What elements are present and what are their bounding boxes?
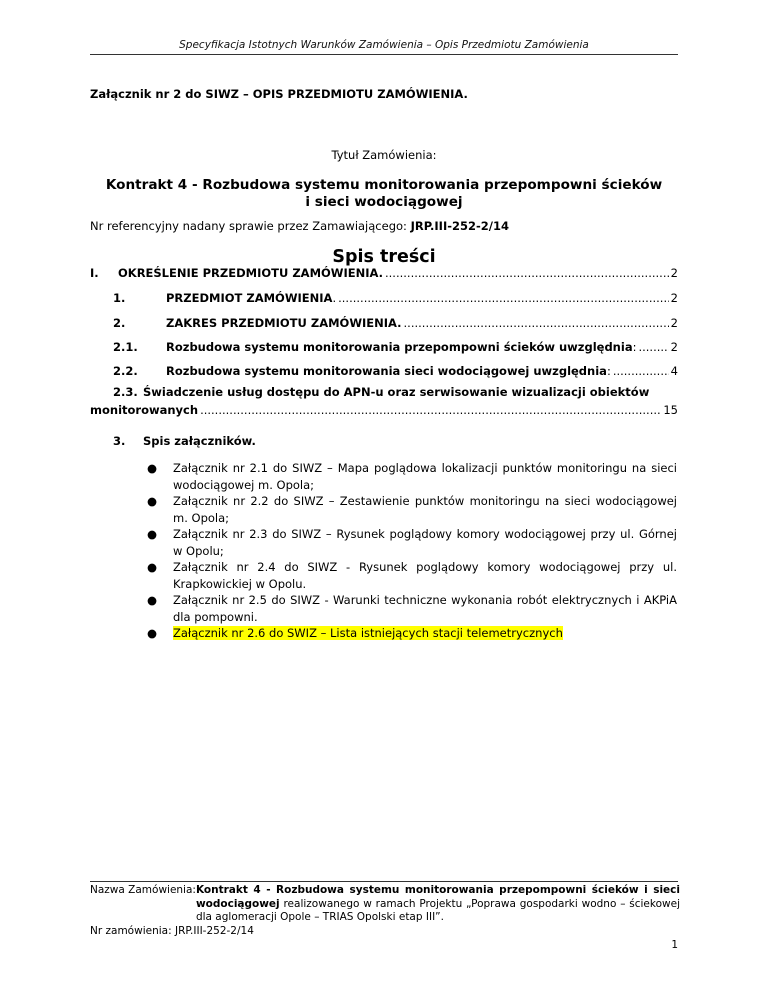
bullet-icon: ● bbox=[147, 494, 158, 508]
toc-entry-label: Rozbudowa systemu monitorowania przepompowni ścieków uwzględnia: bbox=[166, 340, 637, 354]
toc-entry-2-3-line-2 bbox=[90, 401, 678, 419]
toc-entry-label: Świadczenie usług dostępu do APN-u oraz serwisowanie wizualizacji obiektów bbox=[143, 385, 650, 399]
toc-entry-number: 2.1. bbox=[113, 340, 138, 354]
toc-entry-2[interactable] bbox=[113, 316, 678, 330]
toc-entry-page: 2 bbox=[670, 291, 678, 305]
toc-entry-label: Rozbudowa systemu monitorowania sieci wodociągowej uwzględnia: bbox=[166, 364, 611, 378]
toc-leader-dots bbox=[385, 266, 669, 280]
toc-leader-dots bbox=[200, 401, 661, 419]
reference-number-line bbox=[90, 219, 509, 233]
footer-name-bold: Kontrakt 4 - Rozbudowa systemu monitorowania przepompowni ścieków i sieci wodociągowej bbox=[195, 884, 680, 910]
toc-entry-2-3-line-1 bbox=[90, 383, 678, 401]
footer-order-number-value: JRP.III-252-2/14 bbox=[174, 924, 254, 937]
toc-entry-label: OKREŚLENIE PRZEDMIOTU ZAMÓWIENIA. bbox=[118, 266, 383, 280]
page-number: 1 bbox=[671, 939, 678, 951]
toc-entry-number: 2.2. bbox=[113, 364, 138, 378]
contract-title-line-2: i sieci wodociągowej bbox=[305, 194, 463, 210]
list-item: ● Załącznik nr 2.5 do SIWZ - Warunki techniczne wykonania robót elektrycznych i AKPiA dla pompowni. bbox=[147, 593, 677, 624]
toc-entry-2-3[interactable] bbox=[90, 383, 678, 419]
toc-entry-2-2[interactable] bbox=[113, 364, 678, 378]
toc-entry-number: 2. bbox=[113, 316, 126, 330]
toc-entry-1-1[interactable] bbox=[113, 291, 678, 305]
order-title-label: Tytuł Zamówienia: bbox=[331, 148, 437, 162]
reference-number-label: Nr referencyjny nadany sprawie przez Zamawiającego: bbox=[90, 219, 411, 233]
footer-name-rest: realizowanego w ramach Projektu „Poprawa gospodarki wodno – ściekowej dla aglomeracji Opole – TRIAS Opolski etap III”. bbox=[195, 897, 680, 923]
attachments-title: Spis załączników. bbox=[143, 434, 256, 448]
toc-entry-page: 2 bbox=[670, 266, 678, 280]
toc-entry-2-1[interactable] bbox=[113, 340, 678, 354]
annex-title: Załącznik nr 2 do SIWZ – OPIS PRZEDMIOTU ZAMÓWIENIA. bbox=[90, 87, 468, 101]
toc-entry-number: 1. bbox=[113, 291, 126, 305]
list-item-highlighted bbox=[147, 625, 677, 642]
toc-leader-dots bbox=[613, 364, 669, 378]
list-item: ● Załącznik nr 2.2 do SIWZ – Zestawienie punktów monitoringu na sieci wodociągowej m. Opola; bbox=[147, 494, 677, 525]
running-header: Specyfikacja Istotnych Warunków Zamówienia – Opis Przedmiotu Zamówienia bbox=[179, 39, 589, 51]
reference-number-value: JRP.III-252-2/14 bbox=[410, 219, 509, 233]
attachments-number: 3. bbox=[113, 434, 126, 448]
page-footer bbox=[90, 884, 680, 938]
toc-entry-label: ZAKRES PRZEDMIOTU ZAMÓWIENIA. bbox=[166, 316, 402, 330]
toc-entry-label-continued: monitorowanych bbox=[90, 403, 199, 417]
header-divider bbox=[90, 54, 678, 55]
highlighted-text: Załącznik nr 2.6 do SWIZ – Lista istniejących stacji telemetrycznych bbox=[173, 626, 563, 640]
bullet-icon: ● bbox=[147, 461, 158, 475]
toc-title: Spis treści bbox=[332, 247, 436, 267]
footer-divider bbox=[90, 881, 678, 882]
contract-title-line-1: Kontrakt 4 - Rozbudowa systemu monitorowania przepompowni ścieków bbox=[105, 177, 663, 193]
footer-name-text bbox=[196, 884, 680, 925]
contract-title bbox=[90, 177, 678, 211]
toc-entry-page: 2 bbox=[670, 340, 678, 354]
toc-entry-page: 2 bbox=[670, 316, 678, 330]
toc-leader-dots bbox=[338, 291, 669, 305]
footer-name-label: Nazwa Zamówienia: bbox=[90, 884, 196, 896]
toc-entry-number: I. bbox=[90, 266, 99, 280]
attachments-list bbox=[147, 460, 677, 642]
toc-leader-dots bbox=[638, 340, 668, 354]
footer-order-number-label: Nr zamówienia: bbox=[90, 924, 175, 937]
attachments-heading bbox=[113, 434, 256, 448]
toc-entry-page: 4 bbox=[670, 364, 678, 378]
bullet-icon: ● bbox=[147, 560, 158, 574]
bullet-icon: ● bbox=[147, 527, 158, 541]
toc-entry-1[interactable] bbox=[90, 266, 678, 280]
toc-entry-page: 15 bbox=[663, 403, 678, 417]
footer-order-number bbox=[90, 925, 680, 939]
toc-entry-label: PRZEDMIOT ZAMÓWIENIA. bbox=[166, 291, 337, 305]
list-item: ● Załącznik nr 2.1 do SIWZ – Mapa poglądowa lokalizacji punktów monitoringu na sieci wodociągowej m. Opola; bbox=[147, 461, 677, 492]
list-item: ● Załącznik nr 2.4 do SIWZ - Rysunek poglądowy komory wodociągowej przy ul. Krapkowickiej w Opolu. bbox=[147, 560, 677, 591]
bullet-icon: ● bbox=[147, 593, 158, 607]
bullet-icon: ● bbox=[147, 626, 158, 640]
toc-leader-dots bbox=[404, 316, 669, 330]
toc-entry-number: 2.3. bbox=[113, 385, 138, 399]
list-item: ● Załącznik nr 2.3 do SIWZ – Rysunek poglądowy komory wodociągowej przy ul. Górnej w Opolu; bbox=[147, 527, 677, 558]
